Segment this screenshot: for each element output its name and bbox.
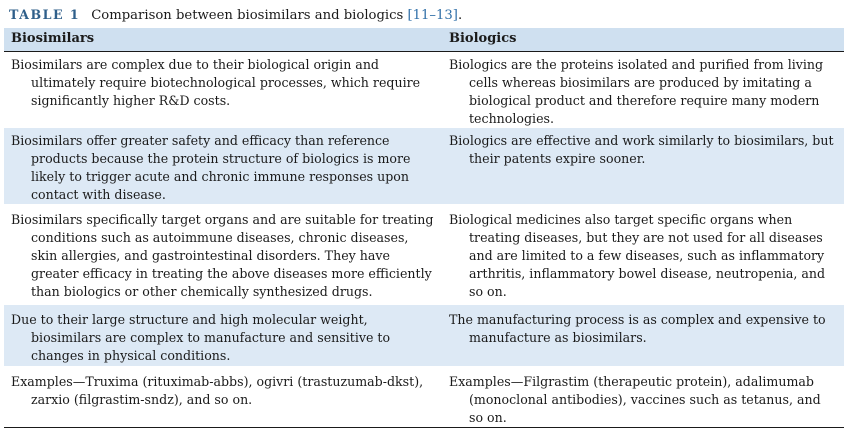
cell-biologics — [442, 51, 844, 128]
cell-biosimilars — [4, 204, 442, 305]
cell-text: Biological medicines also target specific organs when treating diseases, but they are not used for all diseases and are limited to a few diseases, such as inflammatory arthritis, inflammatory bowel disease, neutropenia, and so on. — [449, 211, 826, 299]
cell-text: Examples—Truxima (rituximab-abbs), ogivri (trastuzumab-dkst), zarxio (filgrastim-sndz), and so on. — [11, 373, 424, 407]
table-caption — [9, 3, 462, 27]
cell-biologics — [442, 128, 844, 204]
table-label: TABLE 1 — [9, 7, 81, 22]
table-row — [4, 204, 844, 305]
cell-text: The manufacturing process is as complex and expensive to manufacture as biosimilars. — [449, 311, 826, 345]
cell-biosimilars — [4, 51, 442, 128]
comparison-table — [4, 28, 844, 428]
cell-text: Biosimilars are complex due to their biological origin and ultimately require biotechnological processes, which require significantly higher R&D costs. — [11, 56, 421, 108]
cell-text: Biosimilars specifically target organs and are suitable for treating conditions such as autoimmune diseases, chronic diseases, skin allergies, and gastrointestinal disorders. They have greater efficacy in treating the above diseases more efficiently than biologics or other chemically synthesized drugs. — [11, 211, 434, 299]
table-row — [4, 128, 844, 204]
cell-text: Biosimilars offer greater safety and efficacy than reference products because the protein structure of biologics is more likely to trigger acute and chronic immune responses upon contact with disease. — [11, 132, 411, 202]
reference-link[interactable]: [11–13] — [407, 8, 458, 23]
cell-biologics — [442, 305, 844, 366]
table-row — [4, 51, 844, 128]
cell-text: Examples—Filgrastim (therapeutic protein), adalimumab (monoclonal antibodies), vaccines such as tetanus, and so on. — [449, 373, 821, 425]
caption-text: Comparison between biosimilars and biologics — [91, 8, 408, 23]
header-biologics: Biologics — [442, 28, 844, 51]
cell-biosimilars — [4, 305, 442, 366]
cell-text: Due to their large structure and high molecular weight, biosimilars are complex to manufacture and sensitive to changes in physical conditions. — [11, 311, 391, 363]
caption-end: . — [457, 8, 463, 23]
cell-biologics — [442, 204, 844, 305]
cell-text: Biologics are the proteins isolated and purified from living cells whereas biosimilars are produced by imitating a biological product and therefore require many modern technologies. — [449, 56, 824, 126]
cell-biosimilars — [4, 366, 442, 428]
table-row — [4, 305, 844, 366]
cell-biosimilars — [4, 128, 442, 204]
cell-text: Biologics are effective and work similarly to biosimilars, but their patents expire sooner. — [449, 132, 834, 166]
table-row — [4, 366, 844, 428]
cell-biologics — [442, 366, 844, 428]
header-biosimilars: Biosimilars — [4, 28, 442, 51]
header-row — [4, 28, 844, 51]
